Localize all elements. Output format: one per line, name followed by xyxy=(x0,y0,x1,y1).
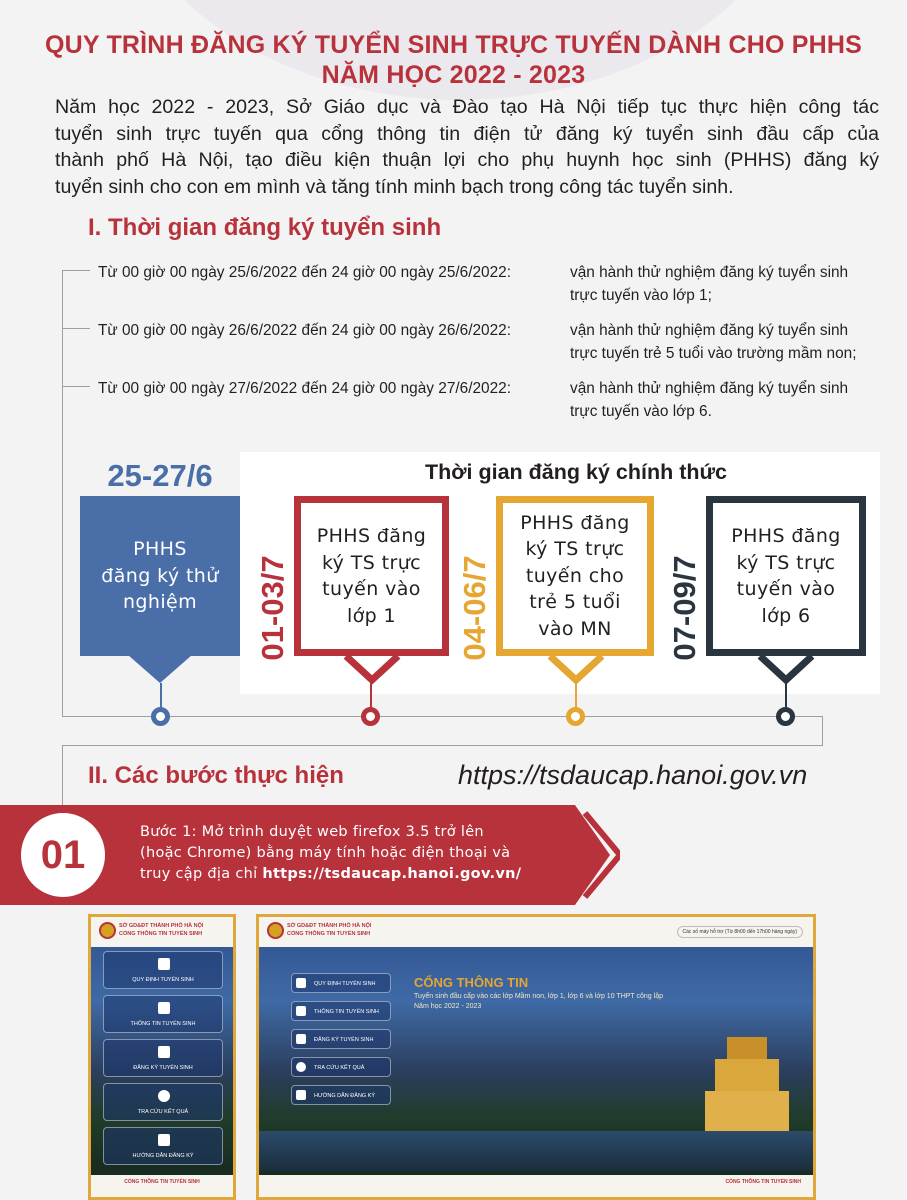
tower-top xyxy=(727,1037,767,1059)
schedule-desc xyxy=(570,319,907,365)
desktop-menu-label: TRA CỨU KẾT QUẢ xyxy=(314,1065,365,1071)
portal-url[interactable]: https://tsdaucap.hanoi.gov.vn xyxy=(458,760,808,790)
intro-line: tuyển sinh cho con em mình và tăng tính minh bạch trong công tác tuyển sinh. xyxy=(55,175,734,198)
schedule-desc-line: vận hành thử nghiệm đăng ký tuyển sinh xyxy=(570,322,849,339)
intro-line: thành phố Hà Nội, tạo điều kiện thuận lợi cho phụ huynh học sinh (PHHS) đăng ký xyxy=(55,149,879,171)
trial-box xyxy=(80,496,240,656)
mobile-portal-name: CỔNG THÔNG TIN TUYỂN SINH xyxy=(119,931,203,937)
timeline-tick xyxy=(62,270,90,271)
desktop-menu-thong-tin[interactable] xyxy=(291,1001,391,1021)
step1-number: 01 xyxy=(40,832,86,877)
official-box-line: ký TS trực xyxy=(736,551,836,574)
official-box-line: PHHS đăng xyxy=(520,511,630,534)
timeline-connector xyxy=(822,716,823,746)
official-box-line: trẻ 5 tuổi xyxy=(529,591,621,614)
timeline-horizontal-line xyxy=(62,716,822,717)
intro-paragraph xyxy=(55,94,879,200)
desktop-menu-dang-ky[interactable] xyxy=(291,1029,391,1049)
mobile-menu-label: THÔNG TIN TUYỂN SINH xyxy=(130,1021,196,1027)
intro-line: Năm học 2022 - 2023, Sở Giáo dục và Đào tạo Hà Nội tiếp tục thực hiện công tác xyxy=(55,96,879,118)
search-icon xyxy=(158,1090,170,1102)
schedule-desc-line: trực tuyến trẻ 5 tuổi vào trường mầm non; xyxy=(570,345,857,362)
official-box-line: tuyến cho xyxy=(525,564,625,587)
desktop-header xyxy=(259,917,813,947)
tower-middle xyxy=(715,1059,779,1091)
register-icon xyxy=(296,1034,306,1044)
official-box-line: ký TS trực xyxy=(525,538,625,561)
emblem-icon xyxy=(267,922,284,939)
mobile-footer: CỔNG THÔNG TIN TUYỂN SINH xyxy=(91,1175,233,1197)
desktop-menu-tra-cuu[interactable] xyxy=(291,1057,391,1077)
schedule-desc xyxy=(570,261,907,307)
trial-dot xyxy=(151,707,170,726)
document-icon xyxy=(296,978,306,988)
trial-pointer xyxy=(128,655,192,685)
step1-number-badge xyxy=(16,808,110,902)
desktop-org: SỞ GD&ĐT THÀNH PHỐ HÀ NỘI xyxy=(287,923,372,929)
official-box-1 xyxy=(294,496,449,656)
official-box-line: PHHS đăng xyxy=(731,525,841,547)
info-icon xyxy=(158,1002,170,1014)
trial-box-line: PHHS xyxy=(133,538,187,561)
info-icon xyxy=(296,1006,306,1016)
lake-water xyxy=(259,1131,813,1171)
schedule-desc-line: vận hành thử nghiệm đăng ký tuyển sinh xyxy=(570,380,849,397)
official-title: Thời gian đăng ký chính thức xyxy=(425,460,728,484)
official-box-line: ký TS trực xyxy=(321,551,422,574)
trial-stem xyxy=(160,683,162,707)
desktop-portal-name: CỔNG THÔNG TIN TUYỂN SINH xyxy=(287,931,371,937)
mobile-menu-label: QUY ĐỊNH TUYỂN SINH xyxy=(132,977,194,983)
step1-text-line xyxy=(140,864,580,885)
step1-link[interactable]: https://tsdaucap.hanoi.gov.vn/ xyxy=(262,866,522,882)
desktop-screenshot xyxy=(256,914,816,1200)
trial-box-line: đăng ký thử xyxy=(101,564,219,587)
schedule-date: Từ 00 giờ 00 ngày 25/6/2022 đến 24 giờ 00 ngày 25/6/2022: xyxy=(98,264,511,281)
hero-subtitle: Tuyển sinh đầu cấp vào các lớp Mầm non, lớp 1, lớp 6 và lớp 10 THPT công lập xyxy=(414,993,663,1000)
mobile-menu-label: TRA CỨU KẾT QUẢ xyxy=(137,1109,189,1115)
schedule-row xyxy=(98,319,898,367)
official-stem-3 xyxy=(785,683,787,707)
step1-text-line: (hoặc Chrome) bằng máy tính hoặc điện thoại và xyxy=(140,845,511,861)
desktop-menu-huong-dan[interactable] xyxy=(291,1085,391,1105)
tower-base xyxy=(705,1091,789,1131)
section1-title: I. Thời gian đăng ký tuyển sinh xyxy=(88,214,442,241)
official-stem-1 xyxy=(370,683,372,707)
timeline-connector xyxy=(62,745,63,805)
mobile-menu-quy-dinh[interactable] xyxy=(103,951,223,989)
document-icon xyxy=(158,958,170,970)
timeline-connector xyxy=(62,745,823,746)
hero-year: Năm học 2022 - 2023 xyxy=(414,1003,482,1010)
schedule-row xyxy=(98,377,898,425)
hotline-badge[interactable]: Các số máy hỗ trợ (Từ 8h00 đến 17h00 hàng ngày) xyxy=(677,926,803,938)
page-title-line1: QUY TRÌNH ĐĂNG KÝ TUYỂN SINH TRỰC TUYẾN DÀNH CHO PHHS xyxy=(44,31,863,59)
mobile-menu-label: ĐĂNG KÝ TUYỂN SINH xyxy=(133,1065,193,1071)
mobile-screenshot xyxy=(88,914,236,1200)
desktop-footer: CỔNG THÔNG TIN TUYỂN SINH xyxy=(259,1175,813,1197)
mobile-menu-tra-cuu[interactable] xyxy=(103,1083,223,1121)
official-dot-3 xyxy=(776,707,795,726)
intro-line: tuyển sinh trực tuyến qua cổng thông tin điện tử đăng ký tuyển sinh đầu cấp của xyxy=(55,122,879,145)
desktop-menu-label: QUY ĐỊNH TUYỂN SINH xyxy=(314,981,376,987)
mobile-menu-dang-ky[interactable] xyxy=(103,1039,223,1077)
official-date-1: 01-03/7 xyxy=(255,555,290,661)
register-icon xyxy=(158,1046,170,1058)
mobile-menu-huong-dan[interactable] xyxy=(103,1127,223,1165)
mobile-menu-label: HƯỚNG DẪN ĐĂNG KÝ xyxy=(132,1153,194,1159)
step1-text xyxy=(140,822,580,885)
timeline-vertical-line xyxy=(62,270,63,716)
official-box-line: PHHS đăng xyxy=(316,525,427,547)
official-dot-2 xyxy=(566,707,585,726)
search-icon xyxy=(296,1062,306,1072)
schedule-desc xyxy=(570,377,907,423)
timeline-tick xyxy=(62,386,90,387)
official-box-line: lớp 1 xyxy=(346,604,397,627)
official-box-line: tuyến vào xyxy=(322,578,421,600)
desktop-menu-label: THÔNG TIN TUYỂN SINH xyxy=(314,1009,379,1015)
official-box-line: tuyến vào xyxy=(736,578,836,600)
trial-date: 25-27/6 xyxy=(107,458,213,493)
guide-icon xyxy=(296,1090,306,1100)
official-date-2: 04-06/7 xyxy=(457,555,492,661)
schedule-desc-line: vận hành thử nghiệm đăng ký tuyển sinh xyxy=(570,264,849,281)
mobile-org: SỞ GD&ĐT THÀNH PHỐ HÀ NỘI xyxy=(119,923,204,929)
mobile-header xyxy=(91,917,233,947)
schedule-date: Từ 00 giờ 00 ngày 26/6/2022 đến 24 giờ 00 ngày 26/6/2022: xyxy=(98,322,511,339)
desktop-menu-quy-dinh[interactable] xyxy=(291,973,391,993)
desktop-menu-label: HƯỚNG DẪN ĐĂNG KÝ xyxy=(314,1093,376,1099)
desktop-menu-label: ĐĂNG KÝ TUYỂN SINH xyxy=(314,1037,374,1043)
hero-title: CỔNG THÔNG TIN xyxy=(414,975,529,990)
schedule-desc-line: trực tuyến vào lớp 6. xyxy=(570,403,712,420)
schedule-date: Từ 00 giờ 00 ngày 27/6/2022 đến 24 giờ 00 ngày 27/6/2022: xyxy=(98,380,511,397)
section2-title: II. Các bước thực hiện xyxy=(88,762,344,789)
schedule-row xyxy=(98,261,898,309)
official-box-line: vào MN xyxy=(538,617,612,640)
official-box-3 xyxy=(706,496,866,656)
timeline-tick xyxy=(62,328,90,329)
official-box-line: lớp 6 xyxy=(761,604,811,627)
guide-icon xyxy=(158,1134,170,1146)
official-box-2 xyxy=(496,496,654,656)
step1-text-line: Bước 1: Mở trình duyệt web firefox 3.5 trở lên xyxy=(140,824,484,840)
official-pointer-1 xyxy=(342,652,402,688)
schedule-desc-line: trực tuyến vào lớp 1; xyxy=(570,287,712,304)
trial-box-line: nghiệm xyxy=(122,591,197,614)
emblem-icon xyxy=(99,922,116,939)
official-dot-1 xyxy=(361,707,380,726)
official-stem-2 xyxy=(575,683,577,707)
mobile-menu-thong-tin[interactable] xyxy=(103,995,223,1033)
official-date-3: 07-09/7 xyxy=(667,555,702,661)
page-title-line2: NĂM HỌC 2022 - 2023 xyxy=(321,61,586,89)
step1-prefix: truy cập địa chỉ xyxy=(140,866,263,882)
